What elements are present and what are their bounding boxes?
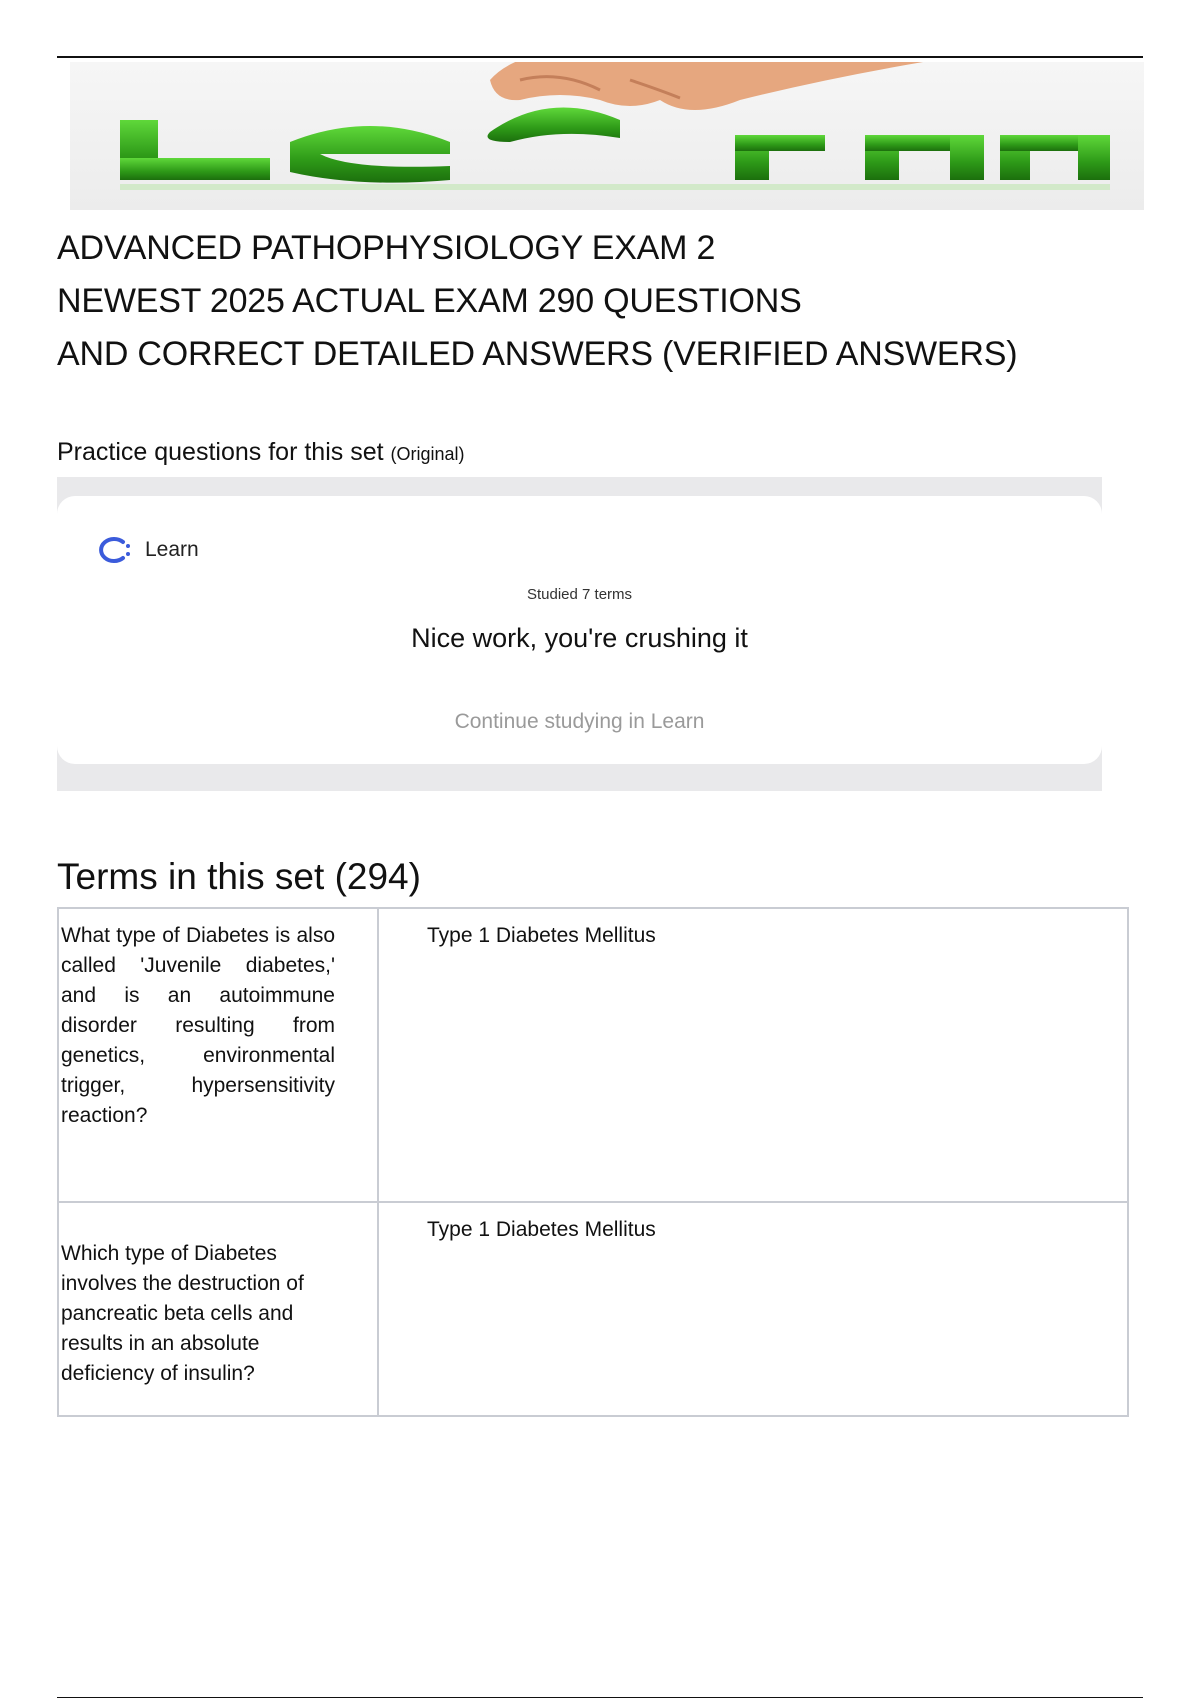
term-question: Which type of Diabetes involves the destruction of pancreatic beta cells and results in an absolute deficiency of insulin?: [61, 1242, 304, 1385]
learn-cycle-icon: [93, 534, 133, 566]
term-answer-cell: [378, 908, 1128, 1202]
title-line: AND CORRECT DETAILED ANSWERS (VERIFIED ANSWERS): [57, 335, 1018, 373]
learn-mode-label: Learn: [145, 538, 199, 561]
term-question: What type of Diabetes is also called 'Juvenile diabetes,' and is an autoimmune disorder resulting from genetics, environmental trigger, hypersensitivity reaction?: [61, 924, 335, 1127]
learn-banner-image: [70, 62, 1144, 210]
term-question-cell: [58, 908, 378, 1202]
table-row: [58, 1202, 1128, 1416]
practice-suffix: (Original): [390, 444, 465, 464]
term-answer: Type 1 Diabetes Mellitus: [427, 1218, 656, 1241]
continue-learn-link[interactable]: Continue studying in Learn: [454, 710, 705, 733]
hand-illustration: [480, 62, 1040, 155]
studied-count: Studied 7 terms: [526, 586, 633, 603]
term-answer-cell: [378, 1202, 1128, 1416]
title-line: ADVANCED PATHOPHYSIOLOGY EXAM 2: [57, 229, 716, 267]
learn-mode-row[interactable]: [93, 534, 199, 566]
table-row: [58, 908, 1128, 1202]
learn-card-container: [57, 477, 1102, 791]
terms-table: [57, 907, 1129, 1417]
encouragement-message: Nice work, you're crushing it: [411, 623, 748, 653]
practice-label: Practice questions for this set: [57, 438, 384, 466]
terms-heading: Terms in this set (294): [57, 856, 421, 897]
top-rule: [57, 56, 1143, 58]
learn-card: [57, 496, 1102, 764]
term-answer: Type 1 Diabetes Mellitus: [427, 924, 656, 947]
document-title: [57, 222, 1147, 381]
title-line: NEWEST 2025 ACTUAL EXAM 290 QUESTIONS: [57, 282, 802, 320]
term-question-cell: [58, 1202, 378, 1416]
bottom-rule: [57, 1697, 1143, 1698]
practice-heading: [57, 438, 465, 467]
